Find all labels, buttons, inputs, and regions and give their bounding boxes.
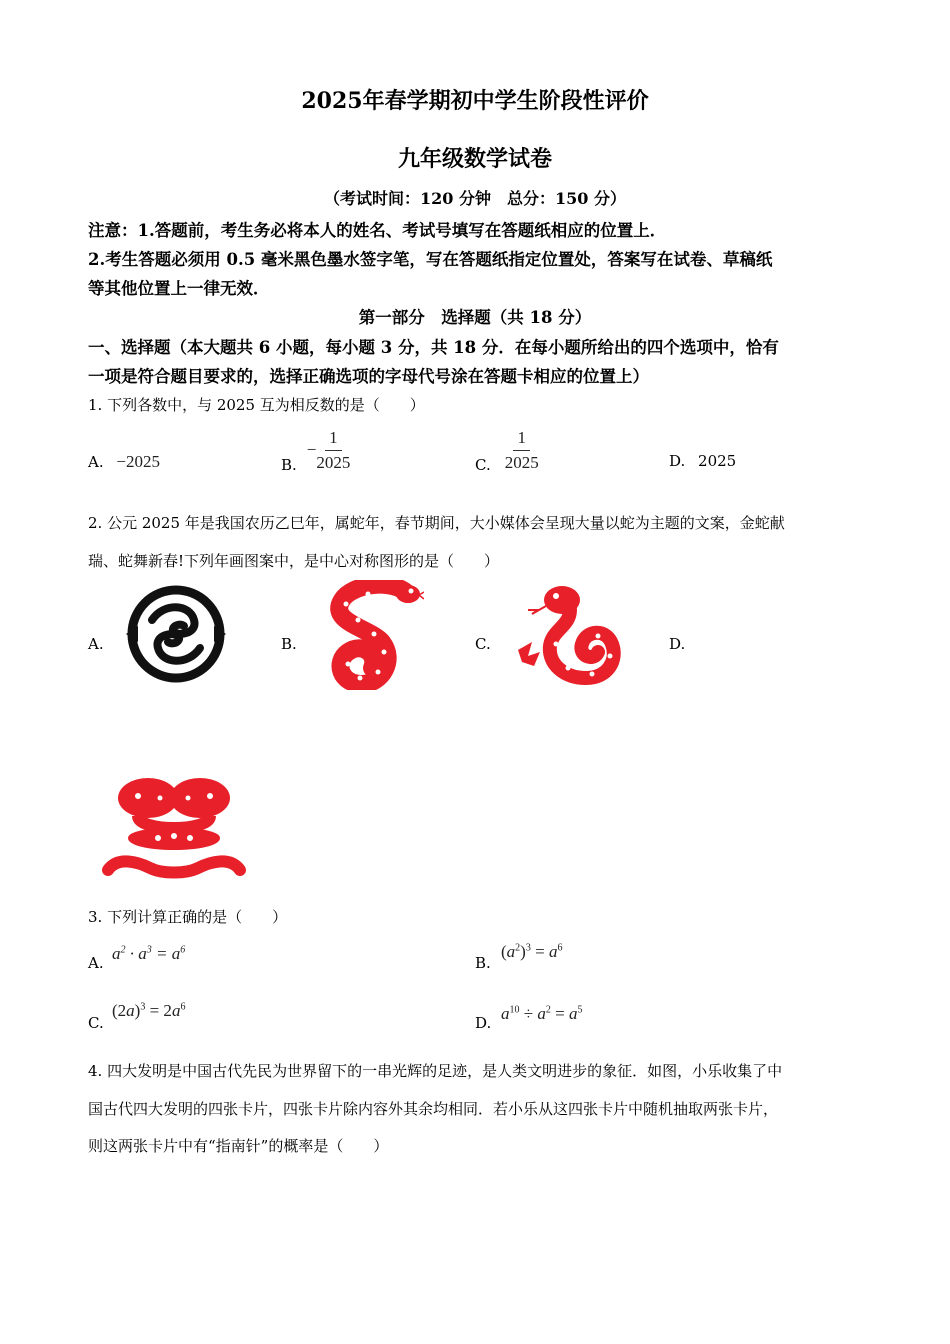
q2-option-c-label: C. <box>475 635 491 653</box>
option-label: A. <box>88 453 104 471</box>
option-label: D. <box>669 452 686 470</box>
q2-stem-line-1: 2. 公元 2025 年是我国农历乙巳年，属蛇年，春节期间，大小媒体会呈现大量以蛇为主题的文案，金蛇献 <box>88 514 785 532</box>
q1-option-a <box>88 452 160 472</box>
option-value: 2025 <box>698 452 737 470</box>
exam-title: 2025年春学期初中学生阶段性评价 <box>301 88 649 114</box>
q4-stem-line-3: 则这两张卡片中有“指南针”的概率是（ ） <box>88 1137 389 1155</box>
fraction-numerator: 1 <box>513 428 530 451</box>
q3-option-d-expr: $a^{10} \div a^2 = a^5$ <box>501 1004 583 1023</box>
note-line-2b: 等其他位置上一律无效． <box>88 279 270 298</box>
q2-option-d-image <box>98 772 250 882</box>
fraction-numerator: 1 <box>325 428 342 451</box>
q3-option-b-expr: $(a^2)^3 = a^6$ <box>501 942 563 961</box>
q4-stem-line-2: 国古代四大发明的四张卡片，四张卡片除内容外其余均相同．若小乐从这四张卡片中随机抽取两张卡片， <box>88 1100 779 1118</box>
q3-option-b-label: B. <box>475 954 491 972</box>
note-line-2a: 2.考生答题必须用 0.5 毫米黑色墨水签字笔，写在答题纸指定位置处，答案写在试卷、草稿纸 <box>88 250 773 269</box>
q1-option-b <box>281 426 350 474</box>
option-sign: − <box>306 440 317 459</box>
q3-option-c-label: C. <box>88 1014 104 1032</box>
section-instructions-b: 一项是符合题目要求的，选择正确选项的字母代号涂在答题卡相应的位置上） <box>88 367 649 386</box>
fraction-denominator: 2025 <box>504 452 539 472</box>
q1-option-d <box>669 452 736 470</box>
fraction <box>316 428 350 473</box>
exam-subtitle: 九年级数学试卷 <box>397 146 552 172</box>
q3-option-c-expr: $(2a)^3 = 2a^6$ <box>112 1001 186 1020</box>
q4-stem-line-1: 4. 四大发明是中国古代先民为世界留下的一串光辉的足迹，是人类文明进步的象征．如图，小乐收集了中 <box>88 1062 783 1080</box>
note-line-1: 注意：1.答题前，考生务必将本人的姓名、考试号填写在答题纸相应的位置上． <box>88 221 667 240</box>
fraction-denominator: 2025 <box>316 452 351 472</box>
q2-option-c-image <box>512 580 624 690</box>
q2-option-b-label: B. <box>281 635 297 653</box>
q3-option-a-label: A. <box>88 954 104 972</box>
part1-heading: 第一部分 选择题（共 18 分） <box>358 308 592 327</box>
q2-stem-line-2: 瑞、蛇舞新春!下列年画图案中，是中心对称图形的是（ ） <box>88 552 500 570</box>
q2-option-a-label: A. <box>88 635 104 653</box>
fraction <box>505 428 539 473</box>
q1-option-c <box>475 426 539 474</box>
q2-option-a-image <box>124 582 228 686</box>
q1-stem: 1. 下列各数中，与 2025 互为相反数的是（ ） <box>88 396 425 414</box>
q3-option-d-label: D. <box>475 1014 492 1032</box>
option-label: C. <box>475 456 491 474</box>
section-instructions-a: 一、选择题（本大题共 6 小题，每小题 3 分，共 18 分．在每小题所给出的四个选项中，恰有 <box>88 338 779 357</box>
q3-stem: 3. 下列计算正确的是（ ） <box>88 908 288 926</box>
q2-option-d-label: D. <box>669 635 686 653</box>
option-value: −2025 <box>116 452 160 471</box>
q2-option-b-image <box>312 580 424 690</box>
q3-option-a-expr: $a^2 \cdot a^3 = a^6$ <box>112 944 186 963</box>
exam-info: （考试时间：120 分钟 总分：150 分） <box>324 189 626 208</box>
option-label: B. <box>281 456 297 474</box>
